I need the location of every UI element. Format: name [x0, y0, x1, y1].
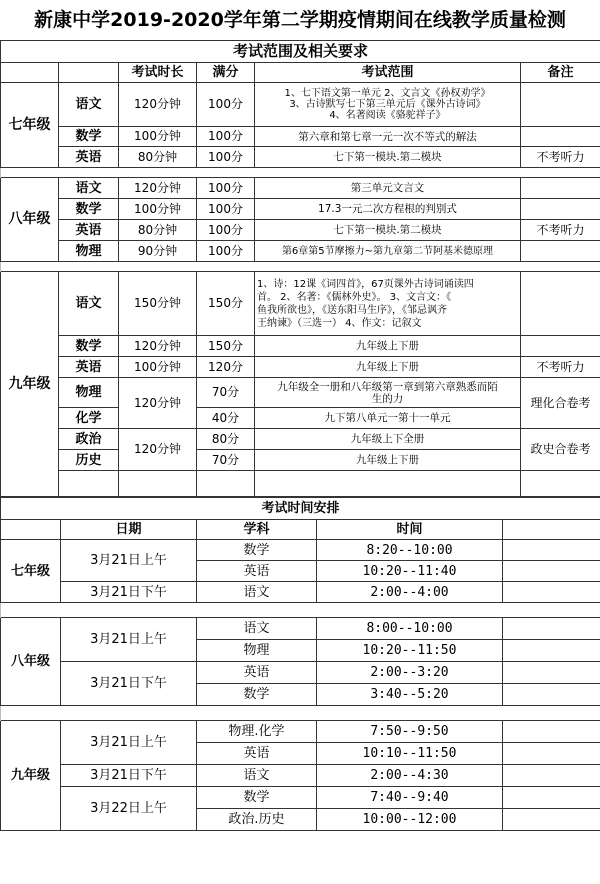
- table-row: [1, 199, 600, 220]
- scope-line: 1、诗：12课《词四首》，67页课外古诗词诵读四: [257, 278, 474, 290]
- table-row: [1, 618, 600, 640]
- empty-cell: [503, 540, 600, 561]
- header-subject: 学科: [197, 520, 317, 540]
- subject-cell: 语文: [59, 178, 119, 199]
- spacer-row: [1, 706, 600, 721]
- time-cell: 10:10--11:50: [317, 743, 503, 765]
- table-row: [1, 582, 600, 603]
- time-cell: 8:20--10:00: [317, 540, 503, 561]
- empty-cell: [503, 640, 600, 662]
- duration-cell: 100分钟: [119, 199, 197, 220]
- time-cell: 8:00--10:00: [317, 618, 503, 640]
- empty-cell: [119, 471, 197, 497]
- table-row: [1, 765, 600, 787]
- header-scope: 考试范围: [255, 63, 521, 83]
- subject-cell: 物理: [59, 378, 119, 408]
- time-cell: 10:20--11:50: [317, 640, 503, 662]
- subject-cell: 数学: [197, 540, 317, 561]
- header-blank: [1, 63, 59, 83]
- scope-cell: 第6章第5节摩擦力~第九章第二节阿基米德原理: [255, 241, 521, 262]
- date-cell: 3月21日上午: [61, 618, 197, 662]
- table-row: [1, 429, 600, 450]
- grade9-label: 九年级: [1, 721, 61, 831]
- time-cell: 2:00--4:30: [317, 765, 503, 787]
- date-cell: 3月21日上午: [61, 721, 197, 765]
- scope-cell: 第六章和第七章一元一次不等式的解法: [255, 127, 521, 147]
- subject-cell: 数学: [59, 199, 119, 220]
- header-note: 备注: [521, 63, 600, 83]
- duration-cell: 90分钟: [119, 241, 197, 262]
- empty-cell: [503, 684, 600, 706]
- grade8-label: 八年级: [1, 178, 59, 262]
- subject-cell: 政治: [59, 429, 119, 450]
- time-cell: 2:00--3:20: [317, 662, 503, 684]
- scope-cell: 17.3一元二次方程根的判别式: [255, 199, 521, 220]
- scope-cell: 九下第八单元一第十一单元: [255, 408, 521, 429]
- score-cell: 120分: [197, 357, 255, 378]
- scope-section-heading: 考试范围及相关要求: [1, 41, 600, 63]
- scope-line: 首。 2、名著：《儒林外史》。 3、文言文：《: [257, 291, 452, 303]
- scope-line: 王纳谏》（三选一） 4、作文：记叙文: [257, 317, 422, 329]
- empty-cell: [197, 471, 255, 497]
- header-date: 日期: [61, 520, 197, 540]
- subject-cell: 英语: [59, 220, 119, 241]
- table-row: [1, 336, 600, 357]
- empty-cell: [59, 471, 119, 497]
- empty-cell: [503, 743, 600, 765]
- subject-cell: 语文: [197, 618, 317, 640]
- spacer-row: [1, 262, 600, 272]
- note-cell: 不考听力: [521, 220, 600, 241]
- subject-cell: 语文: [197, 765, 317, 787]
- table-row: [1, 378, 600, 408]
- grade7-label: 七年级: [1, 83, 59, 168]
- scope-line: 生的力: [371, 392, 404, 405]
- note-cell: [521, 83, 600, 127]
- score-cell: 40分: [197, 408, 255, 429]
- subject-cell: 数学: [59, 127, 119, 147]
- note-cell: [521, 178, 600, 199]
- scope-cell: 九年级上下册: [255, 357, 521, 378]
- scope-cell: [255, 272, 521, 336]
- scope-line: 1、七下语文第一单元 2、文言文《孙权劝学》: [284, 88, 491, 99]
- subject-cell: 英语: [59, 147, 119, 168]
- note-cell: [521, 336, 600, 357]
- header-blank: [59, 63, 119, 83]
- duration-cell: 100分钟: [119, 357, 197, 378]
- score-cell: 70分: [197, 450, 255, 471]
- note-cell: 不考听力: [521, 357, 600, 378]
- date-cell: 3月22日上午: [61, 787, 197, 831]
- schedule-section-heading: 考试时间安排: [1, 498, 600, 520]
- exam-scope-table: [0, 40, 600, 497]
- subject-cell: 数学: [59, 336, 119, 357]
- header-duration: 考试时长: [119, 63, 197, 83]
- table-row: [1, 178, 600, 199]
- scope-line: 4、名著阅读《骆驼祥子》: [329, 110, 446, 121]
- header-full-score: 满分: [197, 63, 255, 83]
- subject-cell: 英语: [197, 662, 317, 684]
- table-row: [1, 241, 600, 262]
- duration-cell: 120分钟: [119, 378, 197, 429]
- subject-cell: 政治.历史: [197, 809, 317, 831]
- subject-cell: 物理: [59, 241, 119, 262]
- table-row: [1, 127, 600, 147]
- note-cell: [521, 241, 600, 262]
- subject-cell: 数学: [197, 684, 317, 706]
- empty-cell: [503, 809, 600, 831]
- subject-cell: 语文: [59, 83, 119, 127]
- table-row: [1, 272, 600, 336]
- subject-cell: 英语: [197, 561, 317, 582]
- duration-cell: 120分钟: [119, 83, 197, 127]
- note-cell: [521, 127, 600, 147]
- header-blank: [503, 520, 600, 540]
- scope-header-row: [1, 63, 600, 83]
- time-cell: 7:40--9:40: [317, 787, 503, 809]
- time-cell: 3:40--5:20: [317, 684, 503, 706]
- score-cell: 100分: [197, 220, 255, 241]
- empty-cell: [503, 721, 600, 743]
- scope-cell: 第三单元文言文: [255, 178, 521, 199]
- note-cell: [521, 199, 600, 220]
- score-cell: 100分: [197, 127, 255, 147]
- scope-line: 鱼我所欲也》，《送东阳马生序》，《邹忌讽齐: [257, 304, 447, 316]
- scope-cell: 九年级上下全册: [255, 429, 521, 450]
- table-row: [1, 408, 600, 429]
- time-cell: 10:00--12:00: [317, 809, 503, 831]
- grade8-label: 八年级: [1, 618, 61, 706]
- score-cell: 150分: [197, 336, 255, 357]
- header-time: 时间: [317, 520, 503, 540]
- spacer-row: [1, 168, 600, 178]
- scope-cell: 七下第一模块.第二模块: [255, 220, 521, 241]
- subject-cell: 物理.化学: [197, 721, 317, 743]
- empty-cell: [503, 618, 600, 640]
- table-row: [1, 220, 600, 241]
- score-cell: 100分: [197, 147, 255, 168]
- grade7-label: 七年级: [1, 540, 61, 603]
- subject-cell: 语文: [197, 582, 317, 603]
- table-row: [1, 357, 600, 378]
- duration-cell: 100分钟: [119, 127, 197, 147]
- duration-cell: 120分钟: [119, 429, 197, 471]
- table-row: [1, 662, 600, 684]
- scope-line: 九年级全一册和八年级第一章到第六章熟悉而陌: [277, 380, 498, 393]
- date-cell: 3月21日下午: [61, 662, 197, 706]
- date-cell: 3月21日下午: [61, 765, 197, 787]
- note-cell: 不考听力: [521, 147, 600, 168]
- empty-cell: [503, 662, 600, 684]
- table-row: [1, 540, 600, 561]
- page-title: 新康中学2019-2020学年第二学期疫情期间在线教学质量检测: [34, 9, 566, 31]
- scope-cell: 九年级上下册: [255, 336, 521, 357]
- table-row: [1, 83, 600, 127]
- score-cell: 70分: [197, 378, 255, 408]
- scope-cell: [255, 378, 521, 408]
- score-cell: 100分: [197, 83, 255, 127]
- time-cell: 7:50--9:50: [317, 721, 503, 743]
- note-cell: 政史合卷考: [521, 429, 600, 471]
- table-row: [1, 147, 600, 168]
- date-cell: 3月21日下午: [61, 582, 197, 603]
- score-cell: 80分: [197, 429, 255, 450]
- empty-cell: [503, 787, 600, 809]
- score-cell: 150分: [197, 272, 255, 336]
- time-cell: 10:20--11:40: [317, 561, 503, 582]
- subject-cell: 英语: [59, 357, 119, 378]
- subject-cell: 化学: [59, 408, 119, 429]
- empty-cell: [255, 471, 521, 497]
- subject-cell: 历史: [59, 450, 119, 471]
- duration-cell: 80分钟: [119, 220, 197, 241]
- header-blank: [1, 520, 61, 540]
- scope-cell: 七下第一模块.第二模块: [255, 147, 521, 168]
- score-cell: 100分: [197, 178, 255, 199]
- table-row: [1, 450, 600, 471]
- duration-cell: 80分钟: [119, 147, 197, 168]
- grade9-label: 九年级: [1, 272, 59, 497]
- note-cell: [521, 272, 600, 336]
- schedule-header-row: [1, 520, 600, 540]
- table-row: [1, 471, 600, 497]
- empty-cell: [521, 471, 600, 497]
- spacer-row: [1, 603, 600, 618]
- note-cell: 理化合卷考: [521, 378, 600, 429]
- score-cell: 100分: [197, 241, 255, 262]
- duration-cell: 120分钟: [119, 336, 197, 357]
- table-row: [1, 721, 600, 743]
- time-cell: 2:00--4:00: [317, 582, 503, 603]
- subject-cell: 英语: [197, 743, 317, 765]
- duration-cell: 120分钟: [119, 178, 197, 199]
- subject-cell: 物理: [197, 640, 317, 662]
- empty-cell: [503, 582, 600, 603]
- subject-cell: 数学: [197, 787, 317, 809]
- table-row: [1, 787, 600, 809]
- scope-line: 3、古诗默写七下第三单元后《课外古诗词》: [289, 99, 486, 110]
- scope-cell: 九年级上下册: [255, 450, 521, 471]
- scope-cell: [255, 83, 521, 127]
- duration-cell: 150分钟: [119, 272, 197, 336]
- empty-cell: [503, 765, 600, 787]
- empty-cell: [503, 561, 600, 582]
- score-cell: 100分: [197, 199, 255, 220]
- date-cell: 3月21日上午: [61, 540, 197, 582]
- exam-schedule-table: [0, 497, 600, 831]
- subject-cell: 语文: [59, 272, 119, 336]
